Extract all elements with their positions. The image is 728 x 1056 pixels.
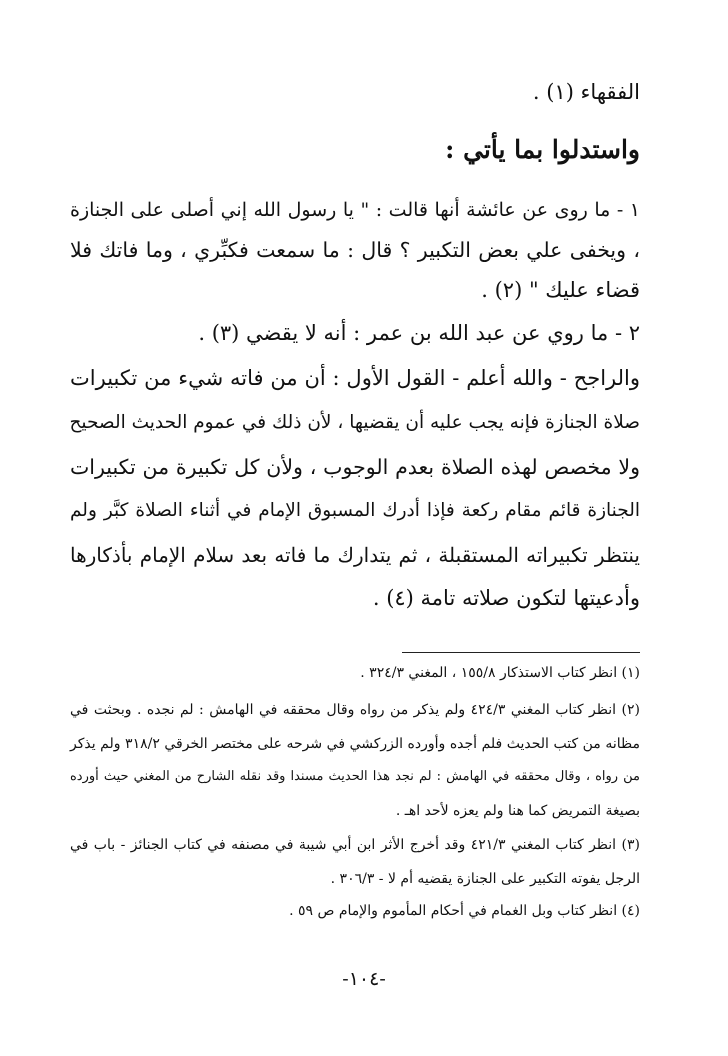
- footnote-line: من رواه ، وقال محققه في الهامش : لم نجد هذا الحديث مسندا وقد نقله الشارح من المغني حيث أورده: [70, 769, 641, 784]
- conclusion-line: ولا مخصص لهذه الصلاة بعدم الوجوب ، ولأن كل تكبيرة من تكبيرات: [70, 455, 640, 479]
- evidence-line: ٢ - ما روي عن عبد الله بن عمر : أنه لا يقضي (٣) .: [198, 321, 640, 345]
- top-line: الفقهاء (١) .: [532, 80, 640, 104]
- conclusion-line: وأدعيتها لتكون صلاته تامة (٤) .: [372, 586, 640, 610]
- footnote-line: (٤) انظر كتاب وبل الغمام في أحكام المأموم والإمام ص ٥٩ .: [289, 903, 640, 919]
- footnote-line: مظانه من كتب الحديث فلم أجده وأورده الزركشي في شرحه على مختصر الخرقي ٣١٨/٢ ولم يذكر: [70, 736, 640, 752]
- conclusion-line: والراجح - والله أعلم - القول الأول : أن من فاته شيء من تكبيرات: [70, 366, 640, 390]
- conclusion-line: صلاة الجنازة فإنه يجب عليه أن يقضيها ، لأن ذلك في عموم الحديث الصحيح: [69, 412, 640, 433]
- evidence-line: قضاء عليك " (٢) .: [481, 278, 640, 302]
- footnote-divider: [402, 652, 640, 653]
- evidence-line: ١ - ما روى عن عائشة أنها قالت : " يا رسول الله إني أصلى على الجنازة: [70, 199, 640, 221]
- footnote-line: (١) انظر كتاب الاستذكار ١٥٥/٨ ، المغني ٣٢٤/٣ .: [360, 665, 640, 681]
- footnote-line: (٢) انظر كتاب المغني ٤٢٤/٣ ولم يذكر من رواه وقال محققه في الهامش : لم نجده . وبحثت في: [70, 702, 640, 718]
- conclusion-line: ينتظر تكبيراته المستقبلة ، ثم يتدارك ما فاته بعد سلام الإمام بأذكارها: [70, 543, 640, 567]
- footnote-line: بصيغة التمريض كما هنا ولم يعزه لأحد اهـ .: [395, 803, 640, 819]
- conclusion-line: الجنازة قائم مقام ركعة فإذا أدرك المسبوق الإمام في أثناء الصلاة كبَّر ولم: [70, 500, 640, 521]
- page-number: -١٠٤-: [342, 968, 386, 990]
- footnote-line: (٣) انظر كتاب المغني ٤٢١/٣ وقد أخرج الأثر ابن أبي شيبة في مصنفه في كتاب الجنائز - باب في: [70, 837, 640, 853]
- section-heading: واستدلوا بما يأتي :: [445, 135, 640, 164]
- evidence-line: ، ويخفى علي بعض التكبير ؟ قال : ما سمعت فكبِّري ، وما فاتك فلا: [70, 238, 640, 262]
- footnote-line: الرجل يفوته التكبير على الجنازة يقضيه أم لا - ٣٠٦/٣ .: [330, 871, 640, 887]
